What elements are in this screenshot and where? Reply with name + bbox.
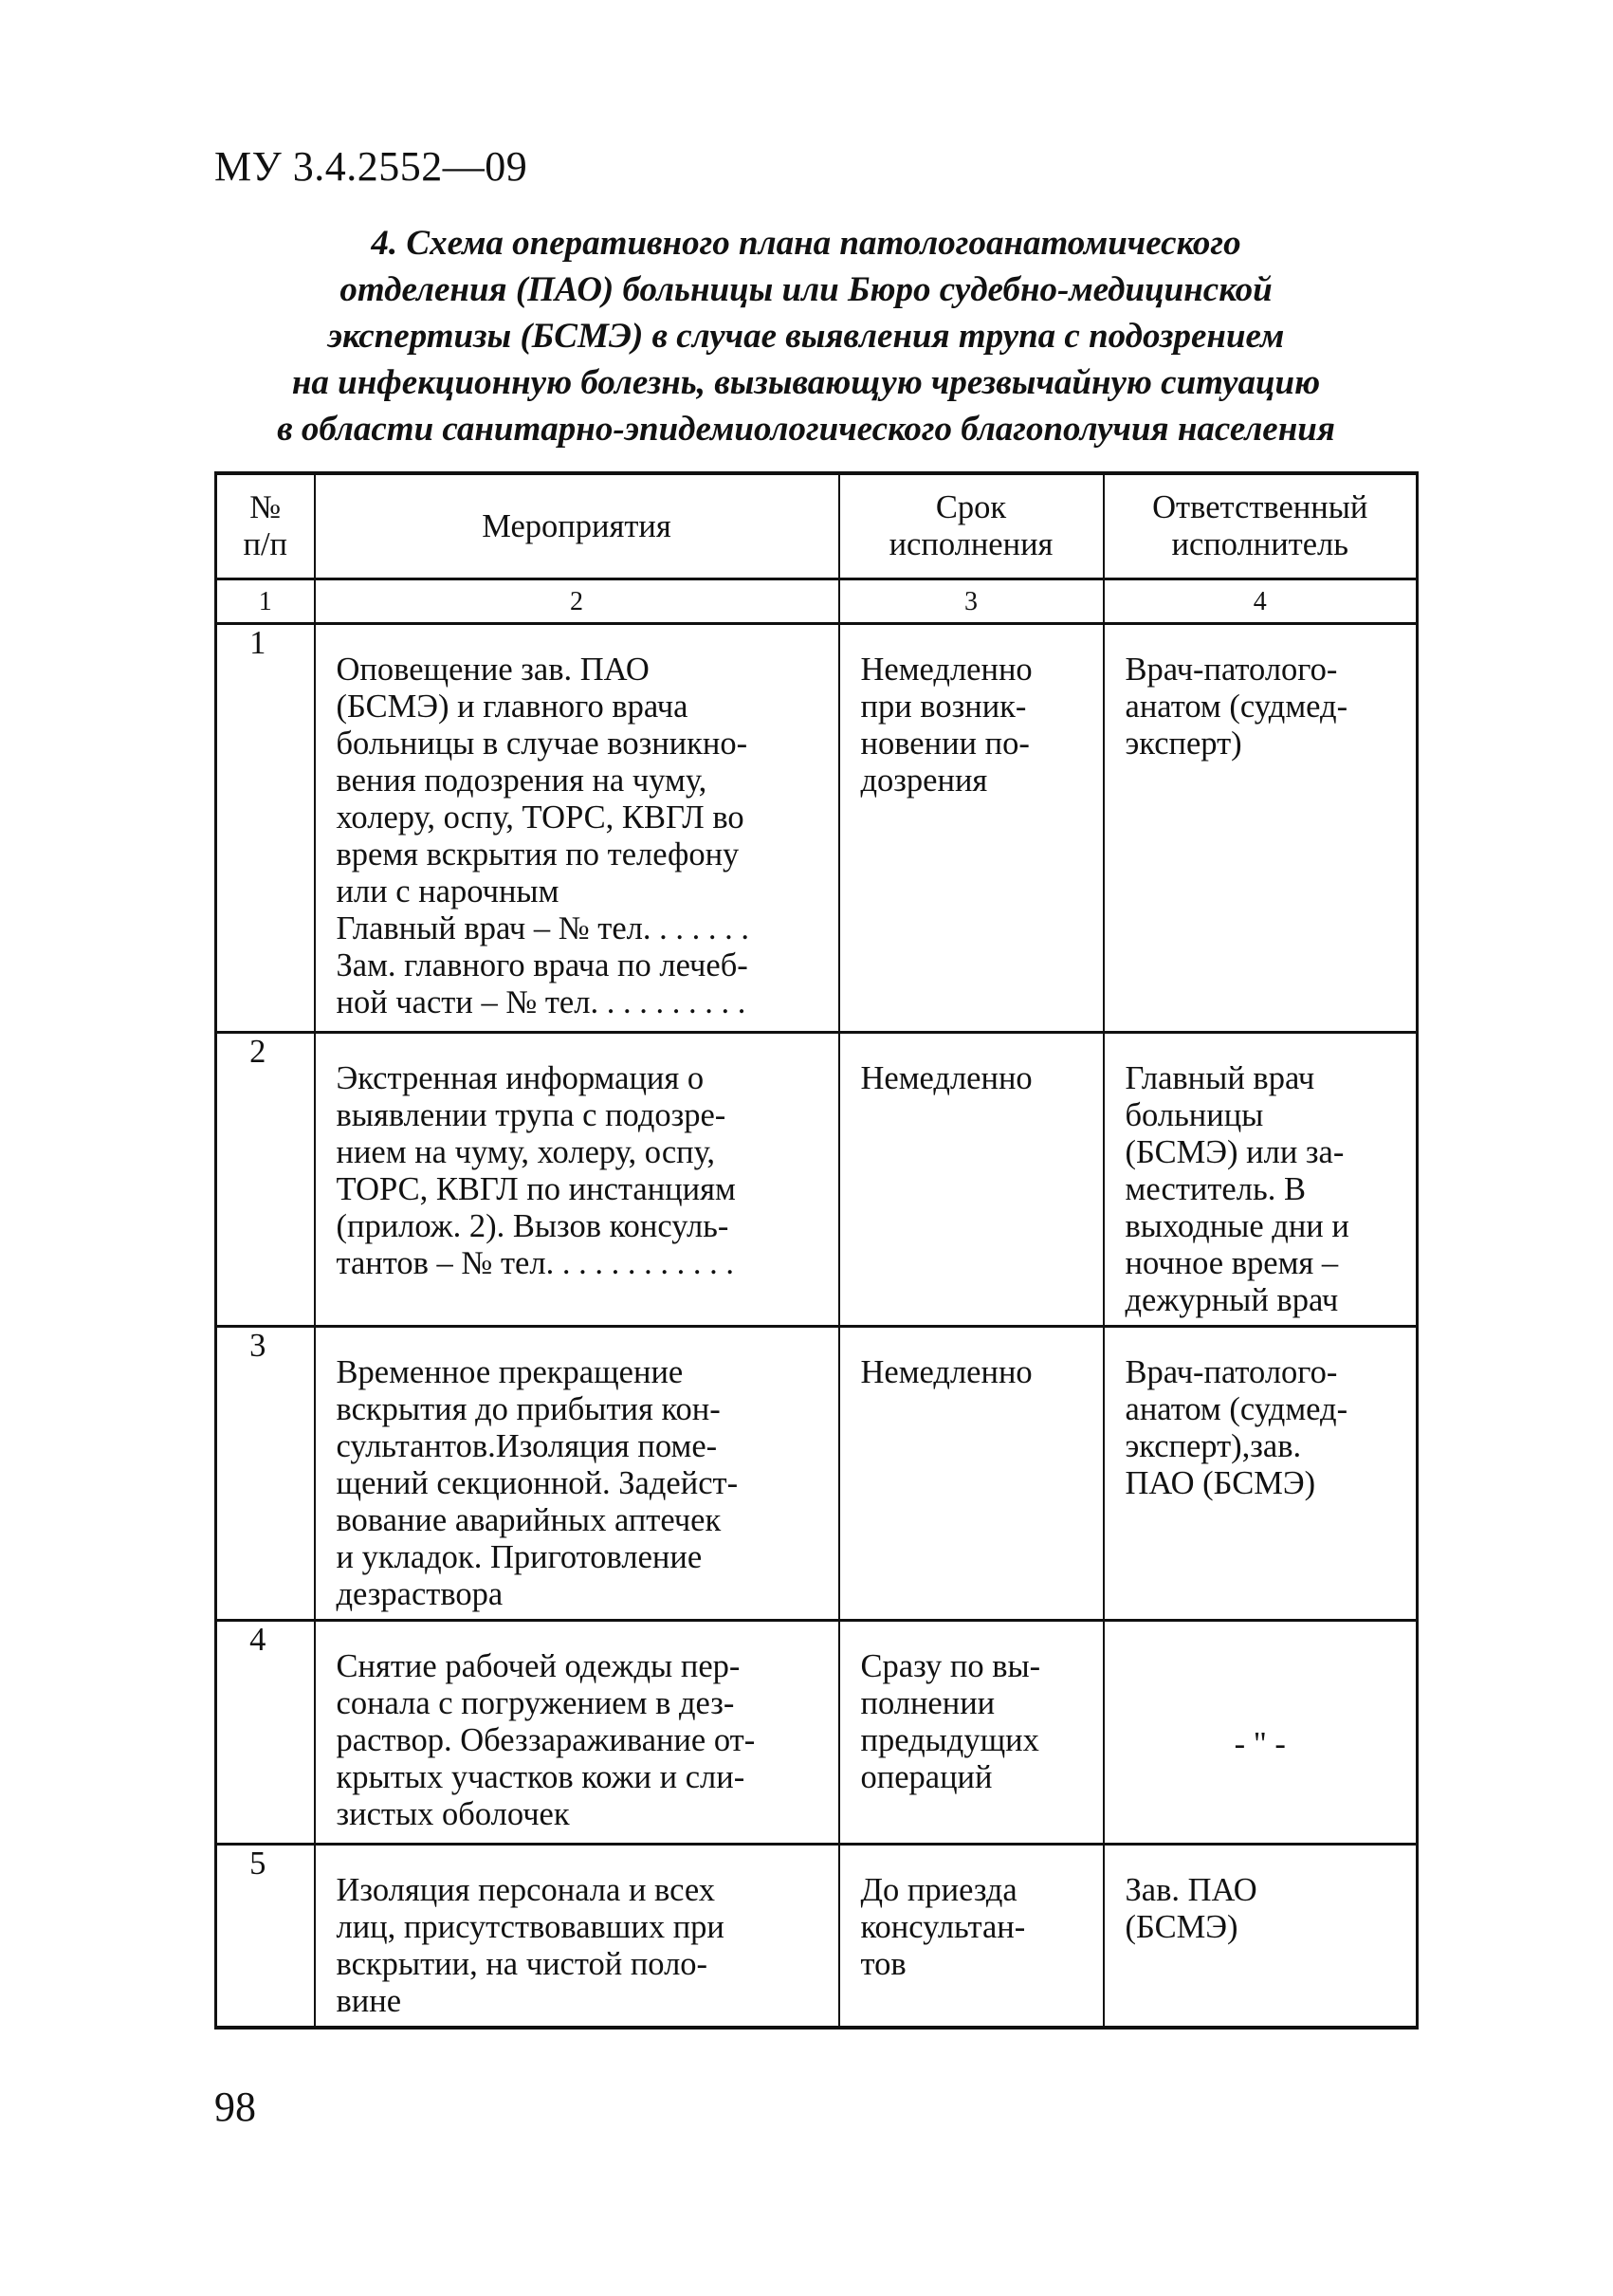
- measure-line: Снятие рабочей одежды пер-: [336, 1648, 741, 1684]
- measure-line: ной части – № тел. . . . . . . . . .: [336, 984, 746, 1020]
- responsible-line: ночное время –: [1125, 1245, 1339, 1281]
- measure-line: время вскрытия по телефону: [336, 836, 740, 872]
- measure-cell: [315, 1033, 839, 1327]
- title-line: в области санитарно-эпидемиологического благополучия населения: [277, 410, 1335, 449]
- deadline-line: Немедленно: [860, 1060, 1033, 1096]
- responsible-line: эксперт): [1125, 726, 1242, 762]
- deadline-line: полнении: [860, 1685, 996, 1721]
- row-number: [216, 1327, 315, 1621]
- measure-line: раствор. Обеззараживание от-: [336, 1722, 756, 1758]
- responsible-line: Врач-патолого-: [1125, 652, 1338, 688]
- header-line: исполнения: [889, 526, 1054, 562]
- column-number: 3: [839, 579, 1104, 624]
- table-row: [216, 1845, 1418, 2029]
- measure-line: выявлении трупа с подозре-: [336, 1097, 726, 1133]
- responsible-line: (БСМЭ): [1125, 1909, 1238, 1945]
- header-line: Срок: [935, 489, 1007, 525]
- page-number: 98: [214, 2084, 256, 2130]
- measure-line: или с нарочным: [336, 873, 559, 909]
- table-row: [216, 1033, 1418, 1327]
- measure-line: вование аварийных аптечек: [336, 1502, 722, 1538]
- header-line: Ответственный: [1152, 489, 1368, 525]
- deadline-cell: [839, 1033, 1104, 1327]
- deadline-line: дозрения: [860, 762, 988, 799]
- measure-line: Главный врач – № тел. . . . . . .: [336, 910, 749, 946]
- deadline-line: предыдущих: [860, 1722, 1039, 1758]
- row-number-text: 1: [249, 625, 266, 661]
- header-number: [216, 473, 315, 579]
- measure-line: Временное прекращение: [336, 1354, 684, 1390]
- header-line: исполнитель: [1171, 526, 1348, 562]
- measure-line: сонала с погружением в дез-: [336, 1685, 735, 1721]
- responsible-cell: [1104, 1845, 1418, 2029]
- measure-cell: [315, 1327, 839, 1621]
- responsible-cell: [1104, 1327, 1418, 1621]
- row-number-text: 3: [249, 1328, 266, 1364]
- measure-line: тантов – № тел. . . . . . . . . . . .: [336, 1245, 734, 1281]
- document-code: МУ 3.4.2552—09: [214, 143, 528, 190]
- header-responsible: [1104, 473, 1418, 579]
- column-number: 1: [216, 579, 315, 624]
- measure-cell: [315, 1621, 839, 1845]
- measure-line: сультантов.Изоляция поме-: [336, 1428, 718, 1464]
- deadline-line: операций: [860, 1759, 993, 1795]
- measure-line: щений секционной. Задейст-: [336, 1465, 739, 1501]
- row-number-text: 5: [249, 1846, 266, 1882]
- deadline-line: Немедленно: [860, 1354, 1033, 1390]
- responsible-line: дежурный врач: [1125, 1282, 1339, 1318]
- measure-line: Экстренная информация о: [336, 1060, 705, 1096]
- responsible-line: эксперт),зав.: [1125, 1428, 1302, 1464]
- column-number: 4: [1104, 579, 1418, 624]
- responsible-line: меститель. В: [1125, 1171, 1306, 1207]
- measure-line: Зам. главного врача по лечеб-: [336, 947, 748, 983]
- row-number: [216, 1621, 315, 1845]
- measure-line: (прилож. 2). Вызов консуль-: [336, 1208, 729, 1244]
- ditto-mark: - " -: [1234, 1726, 1286, 1762]
- responsible-line: ПАО (БСМЭ): [1125, 1465, 1316, 1501]
- section-title: [190, 220, 1422, 452]
- deadline-line: тов: [860, 1946, 907, 1982]
- header-measures: [315, 473, 839, 579]
- title-line: отделения (ПАО) больницы или Бюро судебно-медицинской: [339, 270, 1273, 309]
- row-number: [216, 1845, 315, 2029]
- responsible-line: Врач-патолого-: [1125, 1354, 1338, 1390]
- title-line: экспертизы (БСМЭ) в случае выявления трупа с подозрением: [327, 317, 1285, 356]
- deadline-cell: [839, 1621, 1104, 1845]
- responsible-line: больницы: [1125, 1097, 1264, 1133]
- responsible-line: анатом (судмед-: [1125, 689, 1348, 725]
- header-line: №: [249, 489, 282, 525]
- measure-line: дезраствора: [336, 1576, 504, 1612]
- responsible-line: анатом (судмед-: [1125, 1391, 1348, 1427]
- column-number: 2: [315, 579, 839, 624]
- row-number-text: 2: [249, 1034, 266, 1070]
- responsible-line: Зав. ПАО: [1125, 1872, 1257, 1908]
- measure-line: Изоляция персонала и всех: [336, 1872, 715, 1908]
- deadline-line: До приезда: [860, 1872, 1017, 1908]
- deadline-cell: [839, 624, 1104, 1033]
- responsible-cell: [1104, 1621, 1418, 1845]
- measure-line: нием на чуму, холеру, оспу,: [336, 1134, 716, 1170]
- row-number: [216, 1033, 315, 1327]
- deadline-line: при возник-: [860, 689, 1027, 725]
- title-line: на инфекционную болезнь, вызывающую чрезвычайную ситуацию: [291, 363, 1321, 402]
- table-row: [216, 1327, 1418, 1621]
- measure-line: вскрытии, на чистой поло-: [336, 1946, 708, 1982]
- measure-line: и укладок. Приготовление: [336, 1539, 703, 1575]
- header-line: п/п: [243, 526, 287, 562]
- responsible-line: (БСМЭ) или за-: [1125, 1134, 1345, 1170]
- row-number: [216, 624, 315, 1033]
- header-line: Мероприятия: [482, 507, 671, 544]
- measure-line: больницы в случае возникно-: [336, 726, 748, 762]
- deadline-line: новении по-: [860, 726, 1030, 762]
- deadline-line: Сразу по вы-: [860, 1648, 1041, 1684]
- measure-line: крытых участков кожи и сли-: [336, 1759, 745, 1795]
- measure-line: (БСМЭ) и главного врача: [336, 689, 688, 725]
- responsible-line: выходные дни и: [1125, 1208, 1349, 1244]
- measure-line: вения подозрения на чуму,: [336, 762, 707, 799]
- header-deadline: [839, 473, 1104, 579]
- responsible-cell: [1104, 1033, 1418, 1327]
- measure-cell: [315, 624, 839, 1033]
- measure-line: зистых оболочек: [336, 1796, 570, 1832]
- responsible-line: Главный врач: [1125, 1060, 1315, 1096]
- measure-line: ТОРС, КВГЛ по инстанциям: [336, 1171, 736, 1207]
- table-row: [216, 624, 1418, 1033]
- table-row: [216, 1621, 1418, 1845]
- table-header-row: [216, 473, 1418, 579]
- deadline-cell: [839, 1845, 1104, 2029]
- measure-cell: [315, 1845, 839, 2029]
- measure-line: Оповещение зав. ПАО: [336, 652, 650, 688]
- deadline-cell: [839, 1327, 1104, 1621]
- measure-line: вине: [336, 1983, 402, 2019]
- responsible-cell: [1104, 624, 1418, 1033]
- deadline-line: Немедленно: [860, 652, 1033, 688]
- measure-line: холеру, оспу, ТОРС, КВГЛ во: [336, 799, 744, 836]
- row-number-text: 4: [249, 1622, 266, 1658]
- deadline-line: консультан-: [860, 1909, 1026, 1945]
- measure-line: лиц, присутствовавших при: [336, 1909, 724, 1945]
- title-line: 4. Схема оперативного плана патологоанатомического: [371, 224, 1241, 263]
- column-number-row: [216, 579, 1418, 624]
- operational-plan-table: [214, 471, 1419, 2030]
- measure-line: вскрытия до прибытия кон-: [336, 1391, 721, 1427]
